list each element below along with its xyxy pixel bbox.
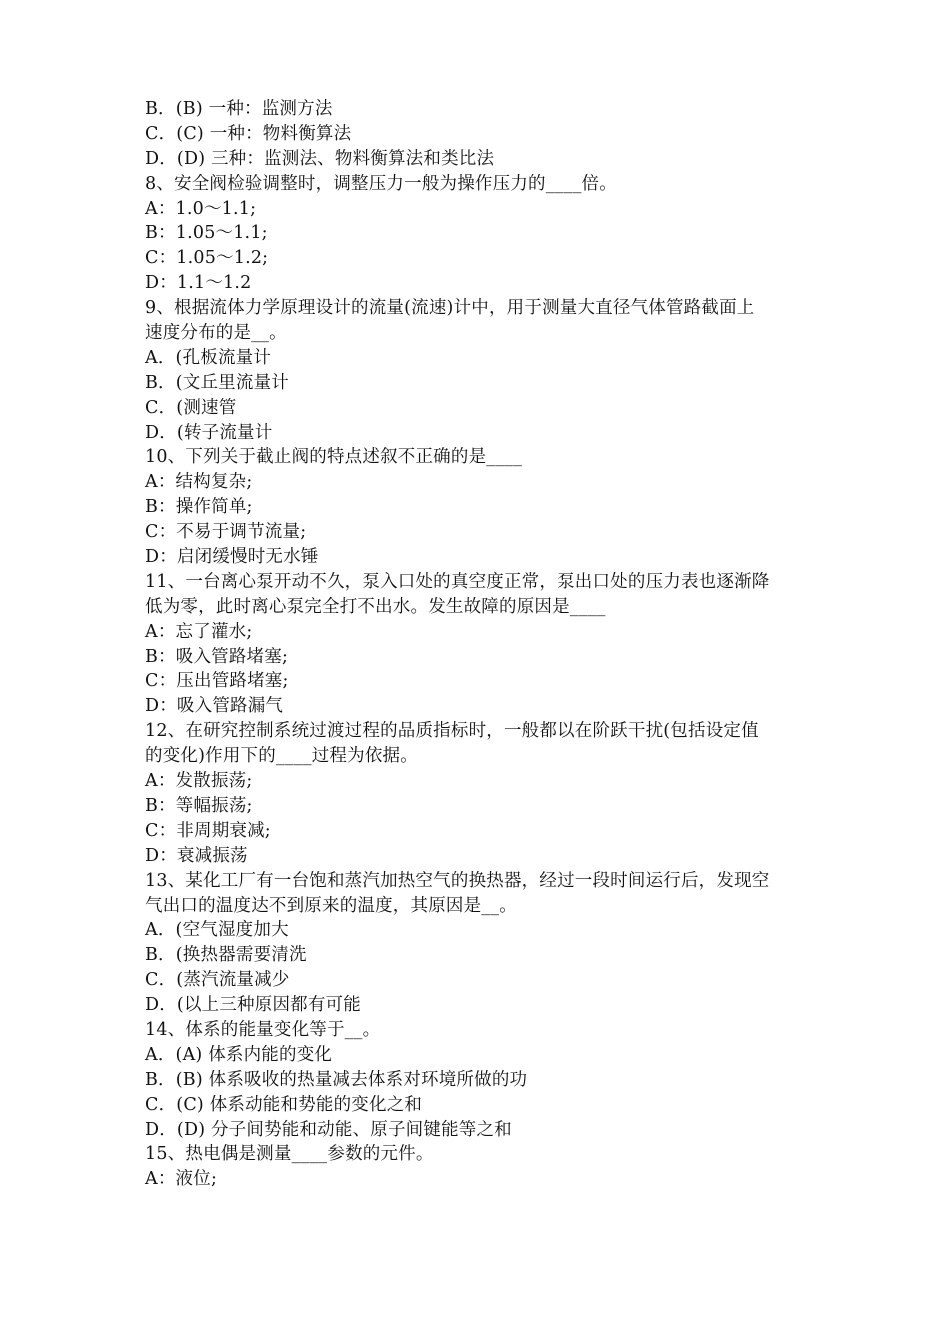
text-line: 9、根据流体力学原理设计的流量(流速)计中，用于测量大直径气体管路截面上 [145, 298, 755, 319]
text-line: C：1.05～1.2; [145, 248, 269, 269]
text-line: 速度分布的是__。 [145, 323, 287, 344]
text-line: 12、在研究控制系统过渡过程的品质指标时，一般都以在阶跃干扰(包括设定值 [145, 721, 759, 742]
text-line: 低为零，此时离心泵完全打不出水。发生故障的原因是____ [145, 596, 606, 617]
text-line: C．(测速管 [145, 397, 237, 418]
text-line: D：衰减振荡 [145, 845, 248, 866]
text-line: B．(B) 体系吸收的热量减去体系对环境所做的功 [145, 1069, 528, 1090]
text-line: 8、安全阀检验调整时，调整压力一般为操作压力的____倍。 [145, 173, 617, 194]
text-line: D．(转子流量计 [145, 422, 273, 443]
text-line: D：启闭缓慢时无水锤 [145, 547, 319, 568]
text-line: A：发散振荡; [145, 771, 253, 792]
text-line: A：液位; [145, 1169, 218, 1190]
text-line: C．(蒸汽流量减少 [145, 970, 290, 991]
text-line: A．(孔板流量计 [145, 347, 272, 368]
text-line: B：吸入管路堵塞; [145, 646, 289, 667]
document-body [145, 97, 825, 1192]
text-line: A．(A) 体系内能的变化 [145, 1044, 333, 1065]
text-line: D．(D) 三种：监测法、物料衡算法和类比法 [145, 148, 495, 169]
text-line: C．(C) 一种：物料衡算法 [145, 123, 352, 144]
text-line: 气出口的温度达不到原来的温度，其原因是__。 [145, 895, 517, 916]
text-line: D．(以上三种原因都有可能 [145, 995, 361, 1016]
text-line: 11、一台离心泵开动不久，泵入口处的真空度正常，泵出口处的压力表也逐渐降 [145, 571, 770, 592]
text-line: 15、热电偶是测量____参数的元件。 [145, 1144, 434, 1165]
text-line: A：结构复杂; [145, 472, 253, 493]
text-line: D：吸入管路漏气 [145, 696, 284, 717]
text-line: 13、某化工厂有一台饱和蒸汽加热空气的换热器，经过一段时间运行后，发现空 [145, 870, 770, 891]
text-line: C：压出管路堵塞; [145, 671, 289, 692]
text-line: B．(换热器需要清洗 [145, 945, 307, 966]
text-line: B：等幅振荡; [145, 795, 253, 816]
text-line: B：1.05～1.1; [145, 223, 268, 244]
text-line: D：1.1～1.2 [145, 273, 252, 294]
text-line: D．(D) 分子间势能和动能、原子间键能等之和 [145, 1119, 512, 1140]
text-line: 的变化)作用下的____过程为依据。 [145, 746, 418, 767]
text-line: B．(B) 一种：监测方法 [145, 99, 333, 119]
text-line: C：非周期衰减; [145, 820, 271, 841]
text-line: C：不易于调节流量; [145, 522, 307, 543]
text-line: C．(C) 体系动能和势能的变化之和 [145, 1094, 423, 1115]
text-line: A：忘了灌水; [145, 621, 253, 642]
text-line: 14、体系的能量变化等于__。 [145, 1019, 381, 1040]
text-line: B：操作简单; [145, 497, 253, 518]
text-line: A．(空气湿度加大 [145, 920, 289, 941]
text-line: 10、下列关于截止阀的特点述叙不正确的是____ [145, 447, 523, 468]
text-line: A：1.0～1.1; [145, 198, 257, 219]
text-line: B．(文丘里流量计 [145, 372, 289, 393]
